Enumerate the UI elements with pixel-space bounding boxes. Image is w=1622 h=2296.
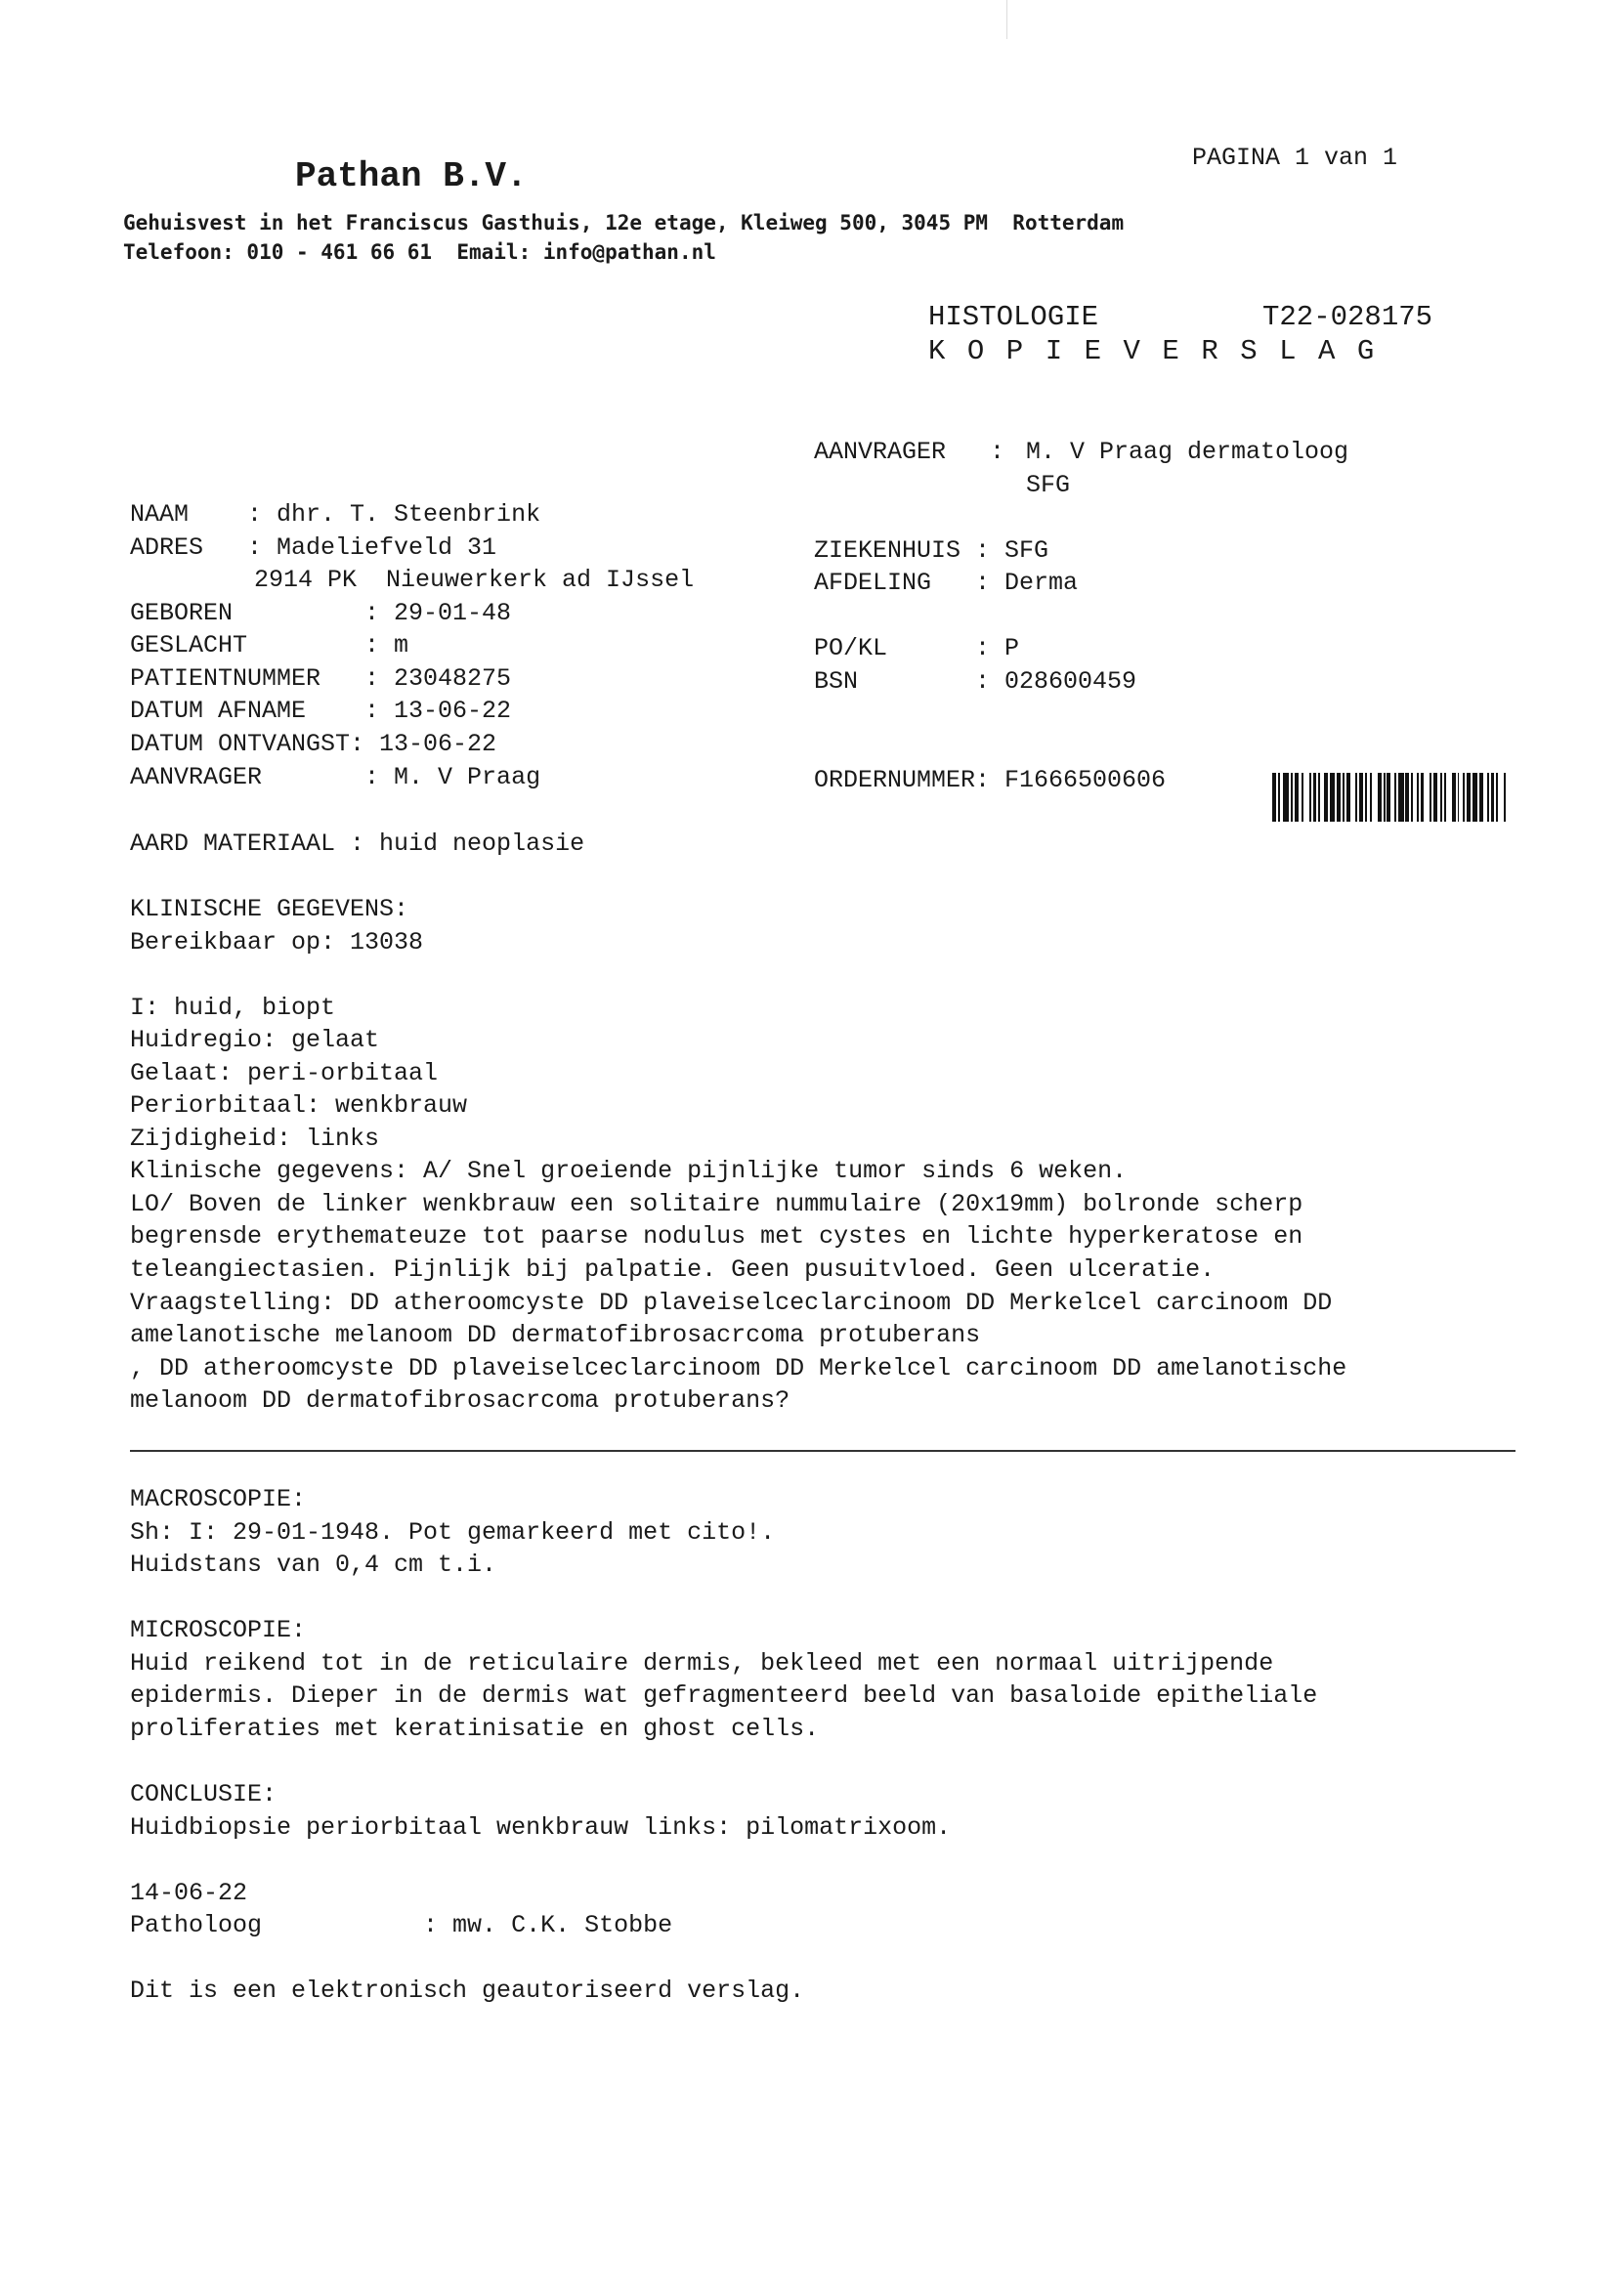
patient-adres-2: 2914 PK Nieuwerkerk ad IJssel [254, 566, 695, 594]
klinische-line: Klinische gegevens: A/ Snel groeiende pijnlijke tumor sinds 6 weken. [130, 1157, 1128, 1185]
klinische-line: I: huid, biopt [130, 994, 336, 1022]
ordernummer: ORDERNUMMER: F1666500606 [814, 766, 1167, 794]
company-contact: Telefoon: 010 - 461 66 61 Email: info@pathan.nl [123, 240, 716, 264]
patient-aanvrager: AANVRAGER : M. V Praag [130, 763, 541, 791]
microscopie-line: proliferaties met keratinisatie en ghost cells. [130, 1715, 820, 1743]
footer-note: Dit is een elektronisch geautoriseerd verslag. [130, 1977, 805, 2005]
klinische-line: Vraagstelling: DD atheroomcyste DD plaveiselceclarcinoom DD Merkelcel carcinoom DD [130, 1289, 1333, 1317]
patient-naam: NAAM : dhr. T. Steenbrink [130, 500, 541, 529]
patient-geslacht: GESLACHT : m [130, 631, 409, 659]
macroscopie-line: Sh: I: 29-01-1948. Pot gemarkeerd met cito!. [130, 1518, 776, 1547]
ziekenhuis: ZIEKENHUIS : SFG [814, 536, 1049, 565]
requester-label: AANVRAGER : [814, 438, 1005, 466]
klinische-line: melanoom DD dermatofibrosacrcoma protuberans? [130, 1386, 790, 1415]
macroscopie-line: Huidstans van 0,4 cm t.i. [130, 1551, 497, 1579]
requester-value-2: SFG [1026, 471, 1071, 499]
klinische-heading: KLINISCHE GEGEVENS: [130, 895, 409, 923]
microscopie-line: Huid reikend tot in de reticulaire dermis, bekleed met een normaal uitrijpende [130, 1649, 1274, 1678]
report-number: T22-028175 [1262, 301, 1433, 333]
klinische-line: Huidregio: gelaat [130, 1026, 380, 1054]
patient-geboren: GEBOREN : 29-01-48 [130, 599, 512, 627]
patient-datum-ontvangst: DATUM ONTVANGST: 13-06-22 [130, 730, 497, 758]
klinische-line: LO/ Boven de linker wenkbrauw een solitaire nummulaire (20x19mm) bolronde scherp [130, 1190, 1303, 1218]
microscopie-heading: MICROSCOPIE: [130, 1616, 307, 1644]
fold-mark [1006, 0, 1007, 39]
section-divider [130, 1450, 1515, 1452]
patient-datum-afname: DATUM AFNAME : 13-06-22 [130, 697, 512, 725]
conclusie-text: Huidbiopsie periorbitaal wenkbrauw links: pilomatrixoom. [130, 1813, 952, 1842]
patient-adres: ADRES : Madeliefveld 31 [130, 533, 497, 562]
klinische-line: Periorbitaal: wenkbrauw [130, 1091, 468, 1120]
afdeling: AFDELING : Derma [814, 569, 1079, 597]
klinische-line: amelanotische melanoom DD dermatofibrosacrcoma protuberans [130, 1321, 981, 1349]
klinische-line: teleangiectasien. Pijnlijk bij palpatie. Geen pusuitvloed. Geen ulceratie. [130, 1255, 1216, 1284]
report-subtitle: KOPIEVERSLAG [928, 335, 1396, 367]
report-type: HISTOLOGIE [928, 301, 1099, 333]
microscopie-line: epidermis. Dieper in de dermis wat gefragmenteerd beeld van basaloide epitheliale [130, 1681, 1318, 1710]
klinische-line: , DD atheroomcyste DD plaveiselceclarcinoom DD Merkelcel carcinoom DD amelanotische [130, 1354, 1347, 1382]
company-address: Gehuisvest in het Franciscus Gasthuis, 12e etage, Kleiweg 500, 3045 PM Rotterdam [123, 211, 1125, 234]
company-name: Pathan B.V. [295, 156, 528, 196]
page-indicator: PAGINA 1 van 1 [1192, 144, 1398, 172]
aard-materiaal: AARD MATERIAAL : huid neoplasie [130, 829, 585, 858]
klinische-line: Zijdigheid: links [130, 1125, 380, 1153]
signature-date: 14-06-22 [130, 1879, 248, 1907]
klinische-line: Gelaat: peri-orbitaal [130, 1059, 439, 1087]
klinische-line: begrensde erythemateuze tot paarse nodulus met cystes en lichte hyperkeratose en [130, 1222, 1303, 1251]
bereikbaar: Bereikbaar op: 13038 [130, 928, 424, 957]
signature-patholoog: Patholoog : mw. C.K. Stobbe [130, 1911, 673, 1939]
conclusie-heading: CONCLUSIE: [130, 1780, 277, 1808]
bsn: BSN : 028600459 [814, 667, 1137, 696]
requester-value: M. V Praag dermatoloog [1026, 438, 1349, 466]
patient-nummer: PATIENTNUMMER : 23048275 [130, 664, 512, 693]
macroscopie-heading: MACROSCOPIE: [130, 1485, 307, 1513]
po-kl: PO/KL : P [814, 634, 1020, 662]
barcode-icon [1272, 773, 1573, 822]
